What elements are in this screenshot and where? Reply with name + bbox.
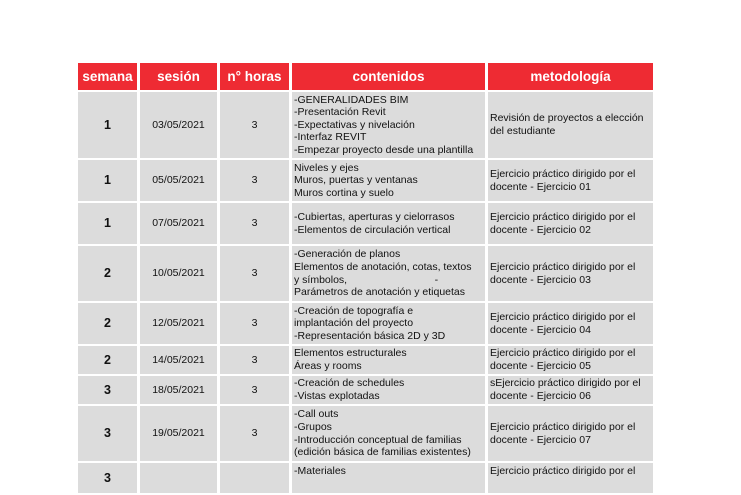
cell-semana: 2 <box>78 346 137 374</box>
cell-horas: 3 <box>220 376 289 404</box>
cell-sesion <box>140 463 217 493</box>
contenido-line: Muros, puertas y ventanas <box>294 174 418 187</box>
cell-metodologia <box>488 160 653 201</box>
cell-horas: 3 <box>220 346 289 374</box>
cell-metodologia <box>488 346 653 374</box>
contenido-line: -Expectativas y nivelación <box>294 118 415 131</box>
table-row <box>78 463 653 493</box>
contenido-line: -Creación de schedules <box>294 377 405 390</box>
cell-horas: 3 <box>220 203 289 244</box>
contenido-line: -Vistas explotadas <box>294 390 380 402</box>
cell-contenidos <box>292 160 485 201</box>
metodologia-line: Ejercicio práctico dirigido por el <box>490 167 636 180</box>
schedule-table <box>75 61 656 495</box>
contenido-line: Elementos de anotación, cotas, textos <box>294 260 472 273</box>
metodologia-line: Ejercicio práctico dirigido por el <box>490 420 636 433</box>
contenido-line: -Representación básica 2D y 3D <box>294 329 446 342</box>
contenido-line: -GENERALIDADES BIM <box>294 93 409 106</box>
cell-horas: 3 <box>220 92 289 158</box>
cell-contenidos <box>292 92 485 158</box>
metodologia-line: Ejercicio práctico dirigido por el <box>490 310 636 323</box>
cell-metodologia <box>488 463 653 493</box>
header-contenidos: contenidos <box>292 63 485 90</box>
metodologia-line: docente - Ejercicio 06 <box>490 390 591 402</box>
cell-sesion: 10/05/2021 <box>140 246 217 301</box>
metodologia-line: Revisión de proyectos a elección <box>490 112 644 125</box>
cell-metodologia <box>488 303 653 344</box>
cell-horas: 3 <box>220 160 289 201</box>
contenido-line: y símbolos, - <box>294 273 439 286</box>
cell-contenidos <box>292 406 485 461</box>
metodologia-line: docente - Ejercicio 02 <box>490 223 591 236</box>
metodologia-line: docente - Ejercicio 07 <box>490 433 591 446</box>
contenido-line: -Creación de topografía e <box>294 304 414 317</box>
metodologia-line: docente - Ejercicio 01 <box>490 180 591 193</box>
cell-semana: 1 <box>78 92 137 158</box>
metodologia-line: docente - Ejercicio 04 <box>490 323 591 336</box>
header-row <box>78 63 653 90</box>
table-row <box>78 203 653 244</box>
cell-sesion: 03/05/2021 <box>140 92 217 158</box>
cell-metodologia <box>488 92 653 158</box>
contenido-line: Áreas y rooms <box>294 360 362 372</box>
contenido-line: -Generación de planos <box>294 248 401 261</box>
cell-horas: 3 <box>220 406 289 461</box>
contenido-line: Muros cortina y suelo <box>294 186 394 199</box>
header-metodologia: metodología <box>488 63 653 90</box>
cell-horas <box>220 463 289 493</box>
cell-sesion: 12/05/2021 <box>140 303 217 344</box>
table-row <box>78 406 653 461</box>
contenido-line <box>294 478 483 491</box>
cell-semana: 3 <box>78 406 137 461</box>
cell-semana: 3 <box>78 463 137 493</box>
contenido-line: -Call outs <box>294 408 339 421</box>
cell-contenidos <box>292 303 485 344</box>
metodologia-line: sEjercicio práctico dirigido por el <box>490 377 641 390</box>
table-row <box>78 160 653 201</box>
contenido-line: (edición básica de familias existentes) <box>294 446 471 459</box>
table-row <box>78 376 653 404</box>
metodologia-line: Ejercicio práctico dirigido por el <box>490 465 636 478</box>
cell-sesion: 05/05/2021 <box>140 160 217 201</box>
cell-sesion: 07/05/2021 <box>140 203 217 244</box>
cell-sesion: 18/05/2021 <box>140 376 217 404</box>
contenido-line: -Grupos <box>294 420 332 433</box>
metodologia-line: docente - Ejercicio 05 <box>490 360 591 372</box>
table-row <box>78 246 653 301</box>
metodologia-line: Ejercicio práctico dirigido por el <box>490 347 636 360</box>
metodologia-line: docente - Ejercicio 03 <box>490 273 591 286</box>
contenido-line: Elementos estructurales <box>294 347 407 360</box>
cell-sesion: 19/05/2021 <box>140 406 217 461</box>
contenido-line: -Presentación Revit <box>294 106 386 119</box>
contenido-line: -Cubiertas, aperturas y cielorrasos <box>294 210 455 223</box>
cell-metodologia <box>488 406 653 461</box>
metodologia-line: del estudiante <box>490 125 556 137</box>
header-horas: n° horas <box>220 63 289 90</box>
cell-contenidos <box>292 246 485 301</box>
table-row <box>78 303 653 344</box>
contenido-line: -Materiales <box>294 465 346 478</box>
cell-horas: 3 <box>220 246 289 301</box>
cell-metodologia <box>488 246 653 301</box>
contenido-line: implantación del proyecto <box>294 317 414 330</box>
metodologia-line <box>490 478 651 491</box>
cell-metodologia <box>488 203 653 244</box>
metodologia-line: Ejercicio práctico dirigido por el <box>490 260 636 273</box>
cell-contenidos <box>292 376 485 404</box>
cell-contenidos <box>292 203 485 244</box>
table-row <box>78 92 653 158</box>
contenido-line: Parámetros de anotación y etiquetas <box>294 286 466 299</box>
cell-horas: 3 <box>220 303 289 344</box>
contenido-line: -Empezar proyecto desde una plantilla <box>294 143 474 156</box>
contenido-line: -Interfaz REVIT <box>294 131 367 144</box>
cell-semana: 1 <box>78 160 137 201</box>
cell-semana: 1 <box>78 203 137 244</box>
metodologia-line: Ejercicio práctico dirigido por el <box>490 210 636 223</box>
cell-contenidos <box>292 346 485 374</box>
cell-contenidos <box>292 463 485 493</box>
contenido-line: -Introducción conceptual de familias <box>294 433 462 446</box>
header-sesion: sesión <box>140 63 217 90</box>
table-row <box>78 346 653 374</box>
contenido-line: -Elementos de circulación vertical <box>294 223 451 236</box>
cell-sesion: 14/05/2021 <box>140 346 217 374</box>
cell-semana: 2 <box>78 246 137 301</box>
cell-semana: 3 <box>78 376 137 404</box>
cell-metodologia <box>488 376 653 404</box>
cell-semana: 2 <box>78 303 137 344</box>
contenido-line: Niveles y ejes <box>294 161 359 174</box>
header-semana: semana <box>78 63 137 90</box>
